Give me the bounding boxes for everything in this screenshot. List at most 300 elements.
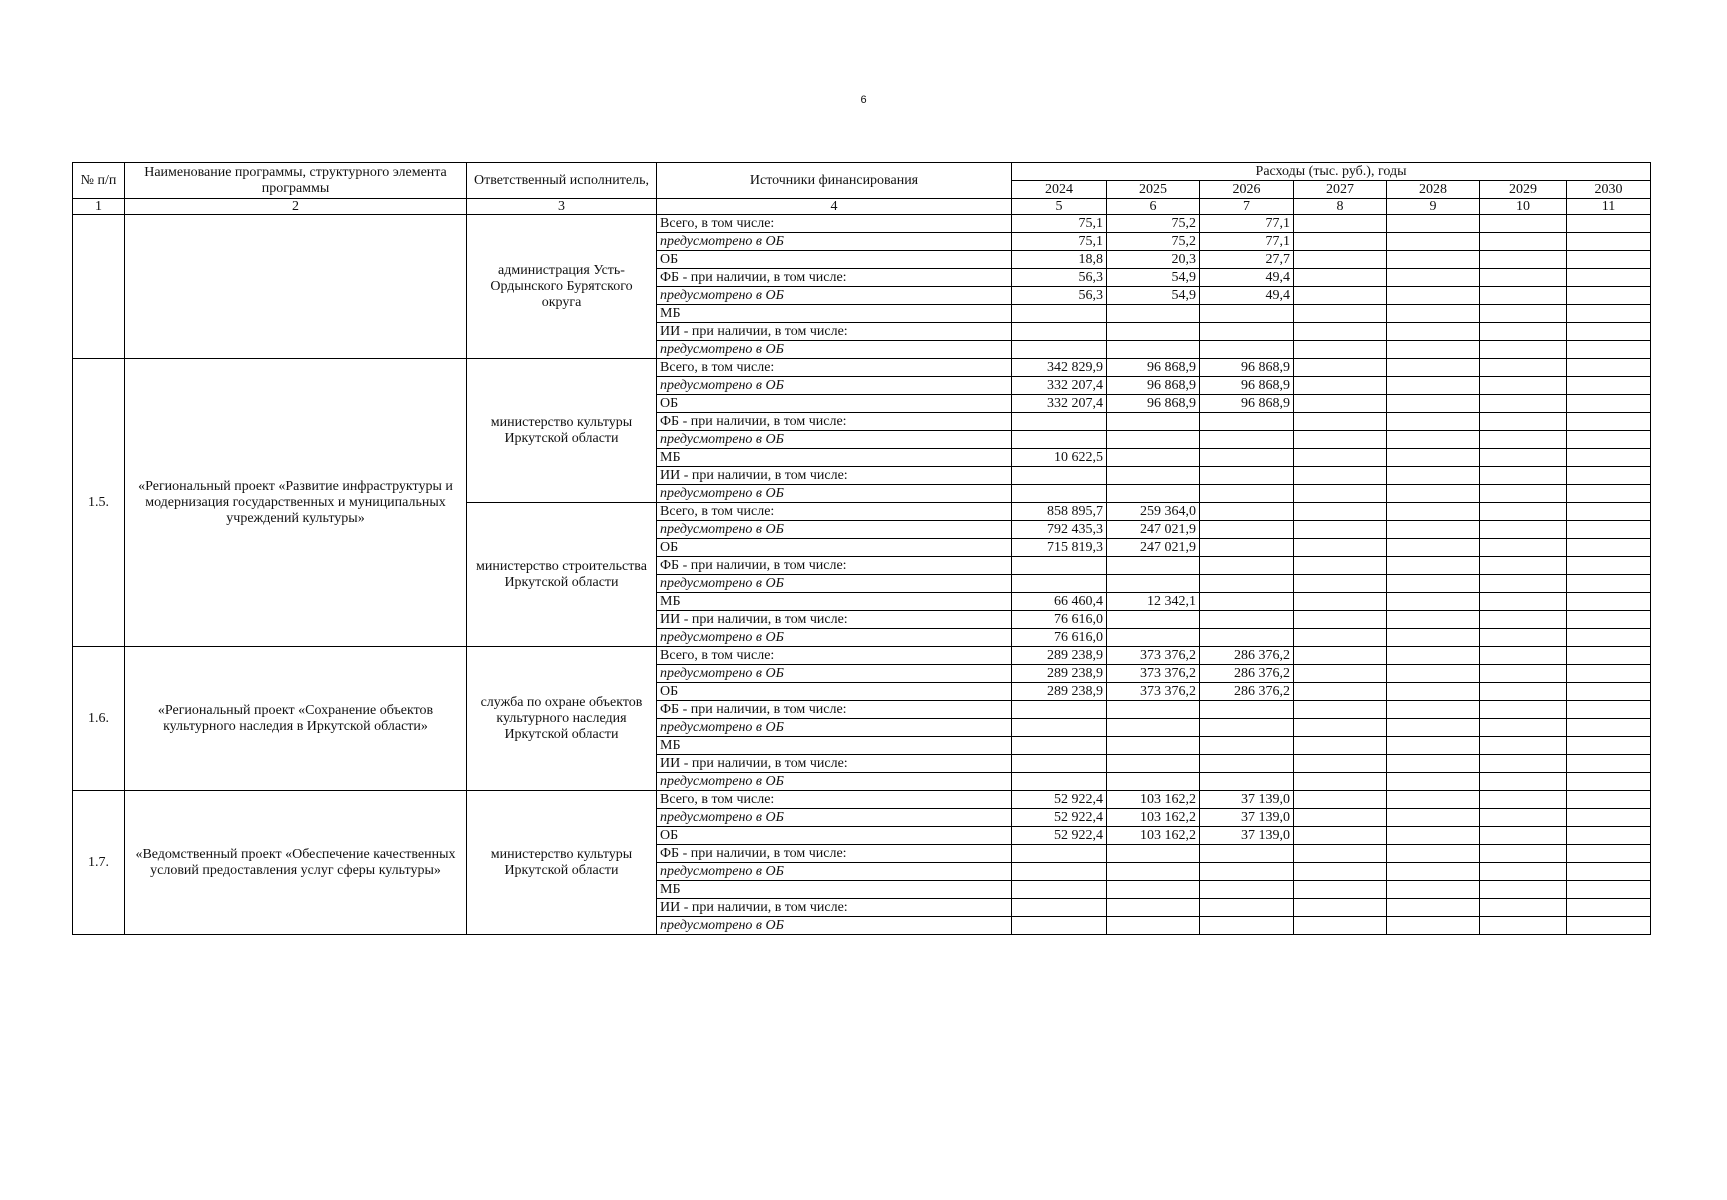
amount-cell	[1200, 539, 1294, 557]
amount-cell	[1387, 809, 1480, 827]
program-name: «Региональный проект «Развитие инфраструктуры и модернизация государственных и муниципальных учреждений культуры»	[125, 359, 467, 647]
funding-source: ФБ - при наличии, в том числе:	[657, 413, 1012, 431]
funding-source: Всего, в том числе:	[657, 359, 1012, 377]
amount-cell	[1012, 863, 1107, 881]
funding-source: Всего, в том числе:	[657, 791, 1012, 809]
amount-cell: 96 868,9	[1200, 359, 1294, 377]
amount-cell	[1480, 917, 1567, 935]
amount-cell	[1480, 359, 1567, 377]
amount-cell	[1107, 881, 1200, 899]
amount-cell	[1294, 557, 1387, 575]
amount-cell: 54,9	[1107, 287, 1200, 305]
funding-source: предусмотрено в ОБ	[657, 431, 1012, 449]
amount-cell: 96 868,9	[1200, 395, 1294, 413]
amount-cell	[1567, 719, 1651, 737]
amount-cell	[1387, 251, 1480, 269]
amount-cell	[1387, 503, 1480, 521]
amount-cell	[1480, 881, 1567, 899]
table-row	[73, 359, 1651, 377]
amount-cell	[1294, 503, 1387, 521]
amount-cell	[1200, 773, 1294, 791]
amount-cell	[1567, 467, 1651, 485]
amount-cell	[1294, 755, 1387, 773]
header-year: 2027	[1294, 181, 1387, 199]
column-index: 9	[1387, 199, 1480, 215]
amount-cell: 96 868,9	[1107, 377, 1200, 395]
amount-cell	[1107, 737, 1200, 755]
amount-cell	[1567, 773, 1651, 791]
amount-cell	[1200, 755, 1294, 773]
funding-source: МБ	[657, 881, 1012, 899]
amount-cell	[1294, 413, 1387, 431]
funding-source: МБ	[657, 449, 1012, 467]
amount-cell: 52 922,4	[1012, 791, 1107, 809]
amount-cell	[1567, 611, 1651, 629]
program-name: «Региональный проект «Сохранение объектов культурного наследия в Иркутской области»	[125, 647, 467, 791]
amount-cell: 75,1	[1012, 215, 1107, 233]
table-row	[73, 215, 1651, 233]
amount-cell: 373 376,2	[1107, 647, 1200, 665]
amount-cell: 77,1	[1200, 233, 1294, 251]
amount-cell	[1480, 809, 1567, 827]
amount-cell: 37 139,0	[1200, 827, 1294, 845]
amount-cell	[1200, 413, 1294, 431]
amount-cell	[1387, 215, 1480, 233]
amount-cell	[1012, 485, 1107, 503]
amount-cell	[1387, 449, 1480, 467]
amount-cell	[1200, 467, 1294, 485]
page-number: 6	[860, 94, 867, 106]
amount-cell	[1107, 863, 1200, 881]
executor: министерство культуры Иркутской области	[467, 791, 657, 935]
amount-cell	[1480, 251, 1567, 269]
amount-cell	[1294, 395, 1387, 413]
amount-cell	[1012, 341, 1107, 359]
amount-cell	[1200, 485, 1294, 503]
header-expenses: Расходы (тыс. руб.), годы	[1012, 163, 1651, 181]
amount-cell	[1480, 467, 1567, 485]
funding-source: предусмотрено в ОБ	[657, 521, 1012, 539]
amount-cell	[1012, 575, 1107, 593]
amount-cell: 12 342,1	[1107, 593, 1200, 611]
amount-cell: 715 819,3	[1012, 539, 1107, 557]
amount-cell	[1387, 575, 1480, 593]
funding-source: предусмотрено в ОБ	[657, 773, 1012, 791]
amount-cell	[1387, 881, 1480, 899]
amount-cell: 66 460,4	[1012, 593, 1107, 611]
funding-source: ИИ - при наличии, в том числе:	[657, 611, 1012, 629]
program-name	[125, 215, 467, 359]
amount-cell	[1387, 845, 1480, 863]
amount-cell	[1200, 899, 1294, 917]
amount-cell	[1480, 377, 1567, 395]
amount-cell	[1567, 323, 1651, 341]
amount-cell: 76 616,0	[1012, 629, 1107, 647]
amount-cell	[1294, 539, 1387, 557]
amount-cell: 373 376,2	[1107, 683, 1200, 701]
amount-cell	[1567, 215, 1651, 233]
header-name: Наименование программы, структурного элемента программы	[125, 163, 467, 199]
amount-cell	[1480, 323, 1567, 341]
amount-cell	[1567, 737, 1651, 755]
amount-cell	[1387, 719, 1480, 737]
amount-cell: 332 207,4	[1012, 377, 1107, 395]
amount-cell	[1200, 917, 1294, 935]
executor: министерство строительства Иркутской области	[467, 503, 657, 647]
executor: служба по охране объектов культурного наследия Иркутской области	[467, 647, 657, 791]
funding-source: ИИ - при наличии, в том числе:	[657, 467, 1012, 485]
amount-cell: 289 238,9	[1012, 647, 1107, 665]
amount-cell	[1480, 845, 1567, 863]
amount-cell	[1294, 845, 1387, 863]
amount-cell	[1294, 683, 1387, 701]
amount-cell	[1387, 773, 1480, 791]
amount-cell	[1387, 665, 1480, 683]
funding-source: ИИ - при наличии, в том числе:	[657, 323, 1012, 341]
amount-cell	[1294, 575, 1387, 593]
amount-cell: 20,3	[1107, 251, 1200, 269]
item-number	[73, 215, 125, 359]
amount-cell	[1012, 845, 1107, 863]
amount-cell	[1567, 683, 1651, 701]
amount-cell	[1387, 377, 1480, 395]
funding-source: предусмотрено в ОБ	[657, 917, 1012, 935]
funding-source: ФБ - при наличии, в том числе:	[657, 269, 1012, 287]
amount-cell: 858 895,7	[1012, 503, 1107, 521]
amount-cell	[1294, 233, 1387, 251]
amount-cell	[1012, 413, 1107, 431]
amount-cell	[1480, 521, 1567, 539]
funding-source: ФБ - при наличии, в том числе:	[657, 557, 1012, 575]
amount-cell	[1107, 413, 1200, 431]
amount-cell	[1107, 431, 1200, 449]
amount-cell	[1107, 449, 1200, 467]
amount-cell	[1294, 449, 1387, 467]
amount-cell	[1387, 593, 1480, 611]
item-number: 1.7.	[73, 791, 125, 935]
column-index: 5	[1012, 199, 1107, 215]
amount-cell	[1107, 917, 1200, 935]
executor: министерство культуры Иркутской области	[467, 359, 657, 503]
funding-source: предусмотрено в ОБ	[657, 341, 1012, 359]
funding-source: ОБ	[657, 251, 1012, 269]
amount-cell	[1480, 449, 1567, 467]
amount-cell	[1567, 845, 1651, 863]
amount-cell	[1294, 863, 1387, 881]
amount-cell	[1567, 881, 1651, 899]
amount-cell: 289 238,9	[1012, 665, 1107, 683]
funding-source: Всего, в том числе:	[657, 503, 1012, 521]
amount-cell	[1567, 521, 1651, 539]
amount-cell	[1480, 683, 1567, 701]
amount-cell	[1107, 341, 1200, 359]
amount-cell	[1567, 287, 1651, 305]
amount-cell: 18,8	[1012, 251, 1107, 269]
amount-cell	[1387, 431, 1480, 449]
funding-source: ИИ - при наличии, в том числе:	[657, 755, 1012, 773]
amount-cell	[1480, 791, 1567, 809]
header-year: 2024	[1012, 181, 1107, 199]
amount-cell	[1200, 305, 1294, 323]
amount-cell	[1480, 719, 1567, 737]
amount-cell	[1480, 647, 1567, 665]
amount-cell	[1200, 629, 1294, 647]
amount-cell	[1387, 899, 1480, 917]
amount-cell	[1294, 359, 1387, 377]
amount-cell	[1012, 431, 1107, 449]
amount-cell	[1387, 737, 1480, 755]
amount-cell	[1387, 647, 1480, 665]
amount-cell: 75,1	[1012, 233, 1107, 251]
amount-cell: 37 139,0	[1200, 809, 1294, 827]
amount-cell	[1107, 773, 1200, 791]
amount-cell: 37 139,0	[1200, 791, 1294, 809]
funding-source: ИИ - при наличии, в том числе:	[657, 899, 1012, 917]
amount-cell	[1480, 503, 1567, 521]
amount-cell	[1387, 485, 1480, 503]
amount-cell	[1387, 755, 1480, 773]
amount-cell	[1480, 395, 1567, 413]
amount-cell	[1567, 827, 1651, 845]
amount-cell: 76 616,0	[1012, 611, 1107, 629]
funding-source: предусмотрено в ОБ	[657, 809, 1012, 827]
funding-source: предусмотрено в ОБ	[657, 575, 1012, 593]
amount-cell	[1567, 377, 1651, 395]
amount-cell	[1294, 377, 1387, 395]
funding-source: ФБ - при наличии, в том числе:	[657, 701, 1012, 719]
amount-cell	[1480, 233, 1567, 251]
funding-source: ОБ	[657, 827, 1012, 845]
amount-cell	[1294, 881, 1387, 899]
amount-cell	[1387, 521, 1480, 539]
amount-cell	[1387, 413, 1480, 431]
amount-cell	[1480, 575, 1567, 593]
amount-cell	[1200, 323, 1294, 341]
amount-cell	[1387, 827, 1480, 845]
amount-cell	[1107, 701, 1200, 719]
amount-cell	[1387, 917, 1480, 935]
amount-cell	[1294, 809, 1387, 827]
amount-cell: 342 829,9	[1012, 359, 1107, 377]
amount-cell	[1294, 431, 1387, 449]
amount-cell	[1480, 305, 1567, 323]
amount-cell	[1567, 341, 1651, 359]
amount-cell	[1200, 503, 1294, 521]
amount-cell	[1107, 899, 1200, 917]
amount-cell	[1012, 773, 1107, 791]
funding-source: ОБ	[657, 683, 1012, 701]
amount-cell	[1387, 701, 1480, 719]
amount-cell	[1480, 557, 1567, 575]
amount-cell	[1567, 665, 1651, 683]
amount-cell	[1567, 629, 1651, 647]
amount-cell	[1387, 683, 1480, 701]
amount-cell: 373 376,2	[1107, 665, 1200, 683]
amount-cell	[1387, 287, 1480, 305]
amount-cell	[1294, 215, 1387, 233]
amount-cell: 96 868,9	[1107, 359, 1200, 377]
amount-cell: 103 162,2	[1107, 791, 1200, 809]
amount-cell: 103 162,2	[1107, 827, 1200, 845]
amount-cell: 52 922,4	[1012, 809, 1107, 827]
amount-cell	[1480, 899, 1567, 917]
amount-cell	[1387, 341, 1480, 359]
amount-cell	[1387, 359, 1480, 377]
amount-cell	[1387, 629, 1480, 647]
amount-cell	[1567, 539, 1651, 557]
amount-cell	[1567, 809, 1651, 827]
amount-cell: 286 376,2	[1200, 647, 1294, 665]
funding-source: предусмотрено в ОБ	[657, 863, 1012, 881]
amount-cell: 56,3	[1012, 287, 1107, 305]
funding-source: МБ	[657, 737, 1012, 755]
amount-cell	[1567, 755, 1651, 773]
amount-cell	[1294, 341, 1387, 359]
amount-cell	[1480, 539, 1567, 557]
amount-cell	[1387, 395, 1480, 413]
amount-cell: 96 868,9	[1107, 395, 1200, 413]
amount-cell	[1480, 665, 1567, 683]
amount-cell	[1200, 845, 1294, 863]
amount-cell: 49,4	[1200, 287, 1294, 305]
amount-cell	[1012, 755, 1107, 773]
amount-cell	[1107, 611, 1200, 629]
table-header	[73, 163, 1651, 215]
amount-cell	[1567, 863, 1651, 881]
amount-cell	[1387, 323, 1480, 341]
amount-cell	[1567, 503, 1651, 521]
amount-cell	[1200, 593, 1294, 611]
amount-cell	[1480, 629, 1567, 647]
amount-cell	[1294, 629, 1387, 647]
amount-cell	[1012, 323, 1107, 341]
amount-cell	[1012, 719, 1107, 737]
table-body	[73, 215, 1651, 935]
amount-cell	[1294, 251, 1387, 269]
column-index: 2	[125, 199, 467, 215]
header-year: 2029	[1480, 181, 1567, 199]
amount-cell	[1480, 431, 1567, 449]
amount-cell	[1480, 341, 1567, 359]
funding-source: предусмотрено в ОБ	[657, 629, 1012, 647]
header-no: № п/п	[73, 163, 125, 199]
amount-cell	[1387, 863, 1480, 881]
amount-cell	[1012, 467, 1107, 485]
amount-cell: 56,3	[1012, 269, 1107, 287]
amount-cell	[1107, 575, 1200, 593]
amount-cell	[1107, 485, 1200, 503]
amount-cell: 286 376,2	[1200, 683, 1294, 701]
amount-cell	[1387, 791, 1480, 809]
amount-cell: 259 364,0	[1107, 503, 1200, 521]
header-year: 2026	[1200, 181, 1294, 199]
amount-cell	[1107, 629, 1200, 647]
amount-cell	[1012, 701, 1107, 719]
amount-cell: 75,2	[1107, 233, 1200, 251]
amount-cell	[1200, 701, 1294, 719]
amount-cell	[1107, 305, 1200, 323]
amount-cell	[1107, 755, 1200, 773]
amount-cell	[1567, 899, 1651, 917]
amount-cell	[1480, 827, 1567, 845]
amount-cell	[1200, 521, 1294, 539]
executor: администрация Усть-Ордынского Бурятского округа	[467, 215, 657, 359]
table-row	[73, 647, 1651, 665]
amount-cell	[1012, 917, 1107, 935]
column-index: 10	[1480, 199, 1567, 215]
amount-cell: 247 021,9	[1107, 521, 1200, 539]
amount-cell	[1480, 755, 1567, 773]
amount-cell	[1294, 647, 1387, 665]
amount-cell: 332 207,4	[1012, 395, 1107, 413]
amount-cell	[1200, 719, 1294, 737]
amount-cell	[1480, 773, 1567, 791]
amount-cell	[1480, 269, 1567, 287]
column-index: 6	[1107, 199, 1200, 215]
amount-cell: 10 622,5	[1012, 449, 1107, 467]
amount-cell	[1567, 791, 1651, 809]
amount-cell	[1200, 611, 1294, 629]
amount-cell: 54,9	[1107, 269, 1200, 287]
amount-cell	[1480, 701, 1567, 719]
amount-cell	[1387, 557, 1480, 575]
amount-cell: 75,2	[1107, 215, 1200, 233]
amount-cell	[1567, 233, 1651, 251]
amount-cell	[1387, 233, 1480, 251]
amount-cell: 49,4	[1200, 269, 1294, 287]
funding-source: ОБ	[657, 395, 1012, 413]
header-sources: Источники финансирования	[657, 163, 1012, 199]
amount-cell: 289 238,9	[1012, 683, 1107, 701]
amount-cell	[1294, 467, 1387, 485]
amount-cell	[1567, 449, 1651, 467]
amount-cell	[1567, 557, 1651, 575]
amount-cell	[1294, 791, 1387, 809]
program-name: «Ведомственный проект «Обеспечение качественных условий предоставления услуг сферы культуры»	[125, 791, 467, 935]
amount-cell	[1294, 899, 1387, 917]
amount-cell	[1294, 611, 1387, 629]
amount-cell	[1567, 485, 1651, 503]
funding-source: предусмотрено в ОБ	[657, 377, 1012, 395]
amount-cell	[1200, 881, 1294, 899]
amount-cell	[1200, 737, 1294, 755]
amount-cell	[1480, 863, 1567, 881]
amount-cell	[1294, 485, 1387, 503]
amount-cell	[1294, 269, 1387, 287]
amount-cell	[1012, 737, 1107, 755]
amount-cell: 103 162,2	[1107, 809, 1200, 827]
amount-cell: 286 376,2	[1200, 665, 1294, 683]
header-executor: Ответственный исполнитель,	[467, 163, 657, 199]
amount-cell: 27,7	[1200, 251, 1294, 269]
amount-cell	[1480, 593, 1567, 611]
column-index: 8	[1294, 199, 1387, 215]
amount-cell	[1294, 701, 1387, 719]
amount-cell: 96 868,9	[1200, 377, 1294, 395]
amount-cell	[1012, 881, 1107, 899]
funding-source: предусмотрено в ОБ	[657, 485, 1012, 503]
amount-cell	[1387, 539, 1480, 557]
item-number: 1.5.	[73, 359, 125, 647]
column-index: 4	[657, 199, 1012, 215]
amount-cell	[1567, 395, 1651, 413]
amount-cell	[1567, 305, 1651, 323]
amount-cell	[1294, 773, 1387, 791]
amount-cell	[1200, 863, 1294, 881]
amount-cell	[1294, 827, 1387, 845]
amount-cell	[1294, 287, 1387, 305]
amount-cell	[1200, 341, 1294, 359]
